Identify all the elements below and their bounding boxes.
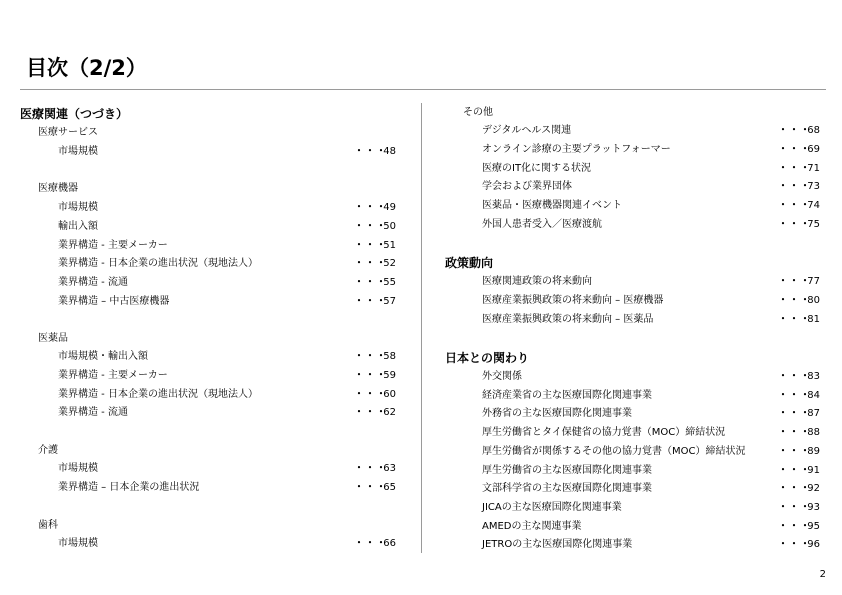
toc-entry[interactable] [482,274,822,290]
toc-entry-label: 厚生労働省とタイ保健省の協力覚書（MOC）締結状況 [482,427,726,438]
toc-entry[interactable] [58,536,398,552]
toc-page-number: 59 [383,370,396,381]
toc-page-number: 74 [807,200,820,211]
toc-entry-label: 市場規模 [58,202,98,213]
toc-entry[interactable] [482,123,822,139]
toc-leader: ・・・ [778,144,811,155]
toc-page-number: 60 [383,389,396,400]
toc-page-number: 58 [383,351,396,362]
toc-leader: ・・・ [354,202,387,213]
toc-entry[interactable] [482,198,822,214]
toc-page-number: 68 [807,125,820,136]
toc-leader: ・・・ [778,163,811,174]
toc-page-number: 65 [383,482,396,493]
section-heading-label: 医療関連（つづき） [20,107,129,121]
toc-page-number: 88 [807,427,820,438]
toc-leader: ・・・ [778,539,811,550]
toc-entry-label: 業界構造 – 日本企業の進出状況 [58,482,200,493]
toc-leader: ・・・ [778,390,811,401]
toc-entry[interactable] [58,219,398,235]
toc-leader: ・・・ [778,295,811,306]
toc-page-number: 49 [383,202,396,213]
toc-leader: ・・・ [778,371,811,382]
toc-entry-label: JICAの主な医療国際化関連事業 [482,502,622,513]
toc-entry-label: 市場規模 [58,463,98,474]
toc-leader: ・・・ [778,276,811,287]
page-number: 2 [819,569,826,580]
toc-entry-label: 学会および業界団体 [482,181,572,192]
toc-entry-label: 業界構造 - 日本企業の進出状況（現地法人） [58,389,258,400]
toc-entry-label: 厚生労働省の主な医療国際化関連事業 [482,465,652,476]
toc-page-number: 84 [807,390,820,401]
toc-entry-label: 医療産業振興政策の将来動向 – 医療機器 [482,295,664,306]
toc-entry[interactable] [58,275,398,291]
page-title: 目次（2/2） [26,56,147,80]
toc-leader: ・・・ [778,219,811,230]
toc-page-number: 93 [807,502,820,513]
toc-entry-label: 業界構造 - 日本企業の進出状況（現地法人） [58,258,258,269]
toc-leader: ・・・ [354,370,387,381]
toc-page-number: 66 [383,538,396,549]
group-heading-label: 介護 [38,445,58,456]
toc-entry[interactable] [482,444,822,460]
toc-entry-label: オンライン診療の主要プラットフォーマー [482,144,671,155]
toc-entry-label: 業界構造 - 流通 [58,407,128,418]
toc-entry-label: 業界構造 – 中古医療機器 [58,296,170,307]
toc-entry-label: 厚生労働省が関係するその他の協力覚書（MOC）締結状況 [482,446,746,457]
toc-entry[interactable] [482,312,822,328]
toc-page-number: 96 [807,539,820,550]
column-divider [421,103,422,553]
toc-entry-label: 外交関係 [482,371,522,382]
toc-entry[interactable] [482,388,822,404]
toc-entry[interactable] [58,461,398,477]
toc-leader: ・・・ [778,521,811,532]
toc-leader: ・・・ [354,538,387,549]
group-heading-label: 歯科 [38,520,58,531]
toc-leader: ・・・ [354,482,387,493]
toc-entry[interactable] [58,238,398,254]
toc-page-number: 57 [383,296,396,307]
toc-entry-label: デジタルヘルス関連 [482,125,572,136]
toc-leader: ・・・ [778,181,811,192]
toc-entry[interactable] [58,349,398,365]
toc-entry-label: JETROの主な医療国際化関連事業 [482,539,633,550]
toc-page-number: 81 [807,314,820,325]
toc-leader: ・・・ [778,446,811,457]
toc-page-number: 62 [383,407,396,418]
toc-entry[interactable] [482,463,822,479]
toc-page-number: 91 [807,465,820,476]
toc-entry[interactable] [58,405,398,421]
toc-leader: ・・・ [778,408,811,419]
toc-page-number: 52 [383,258,396,269]
toc-leader: ・・・ [354,240,387,251]
toc-page-number: 73 [807,181,820,192]
toc-page-number: 87 [807,408,820,419]
toc-page-number: 80 [807,295,820,306]
toc-leader: ・・・ [354,258,387,269]
toc-entry[interactable] [58,368,398,384]
toc-entry[interactable] [58,256,398,272]
toc-entry-label: 輸出入額 [58,221,98,232]
toc-entry-label: 外国人患者受入／医療渡航 [482,219,602,230]
toc-entry-label: AMEDの主な関連事業 [482,521,582,532]
toc-entry[interactable] [58,480,398,496]
group-heading-label: その他 [463,107,493,118]
toc-entry[interactable] [482,519,822,535]
toc-page-number: 89 [807,446,820,457]
toc-entry-label: 医療のIT化に関する状況 [482,163,592,174]
toc-entry-label: 業界構造 - 流通 [58,277,128,288]
toc-page-number: 48 [383,146,396,157]
toc-leader: ・・・ [354,146,387,157]
group-heading-label: 医療機器 [38,183,78,194]
toc-entry[interactable] [482,161,822,177]
toc-entry-label: 市場規模 [58,146,98,157]
toc-leader: ・・・ [354,407,387,418]
toc-entry[interactable] [482,425,822,441]
title-divider [20,89,826,90]
toc-entry-label: 業界構造 - 主要メーカー [58,370,168,381]
toc-page-number: 71 [807,163,820,174]
toc-page-number: 55 [383,277,396,288]
section-heading-label: 日本との関わり [445,351,530,365]
toc-entry-label: 市場規模 [58,538,98,549]
toc-entry[interactable] [482,293,822,309]
toc-entry[interactable] [58,200,398,216]
toc-leader: ・・・ [354,463,387,474]
toc-entry[interactable] [58,144,398,160]
toc-leader: ・・・ [354,277,387,288]
toc-entry[interactable] [482,142,822,158]
toc-page-number: 83 [807,371,820,382]
section-heading-label: 政策動向 [445,256,494,270]
toc-leader: ・・・ [778,125,811,136]
group-heading-label: 医療サービス [38,127,98,138]
toc-leader: ・・・ [778,427,811,438]
toc-leader: ・・・ [778,502,811,513]
toc-leader: ・・・ [778,200,811,211]
toc-entry-label: 文部科学省の主な医療国際化関連事業 [482,483,652,494]
toc-page-number: 95 [807,521,820,532]
toc-entry[interactable] [482,537,822,553]
group-heading-label: 医薬品 [38,333,68,344]
toc-entry[interactable] [58,387,398,403]
toc-leader: ・・・ [778,314,811,325]
toc-page-number: 69 [807,144,820,155]
toc-entry[interactable] [482,406,822,422]
toc-page-number: 51 [383,240,396,251]
toc-entry-label: 経済産業省の主な医療国際化関連事業 [482,390,652,401]
toc-entry[interactable] [482,481,822,497]
toc-page-number: 63 [383,463,396,474]
toc-entry-label: 外務省の主な医療国際化関連事業 [482,408,632,419]
toc-leader: ・・・ [778,465,811,476]
toc-entry-label: 医療産業振興政策の将来動向 – 医薬品 [482,314,654,325]
toc-entry[interactable] [482,369,822,385]
toc-page-number: 77 [807,276,820,287]
toc-entry-label: 医薬品・医療機器関連イベント [482,200,622,211]
toc-entry-label: 市場規模・輸出入額 [58,351,148,362]
toc-entry[interactable] [482,217,822,233]
toc-leader: ・・・ [354,221,387,232]
toc-entry[interactable] [58,294,398,310]
toc-page-number: 75 [807,219,820,230]
toc-page-number: 92 [807,483,820,494]
toc-entry-label: 業界構造 - 主要メーカー [58,240,168,251]
toc-leader: ・・・ [354,351,387,362]
toc-leader: ・・・ [778,483,811,494]
toc-leader: ・・・ [354,296,387,307]
toc-entry[interactable] [482,179,822,195]
toc-leader: ・・・ [354,389,387,400]
toc-page-number: 50 [383,221,396,232]
toc-entry-label: 医療関連政策の将来動向 [482,276,592,287]
toc-entry[interactable] [482,500,822,516]
